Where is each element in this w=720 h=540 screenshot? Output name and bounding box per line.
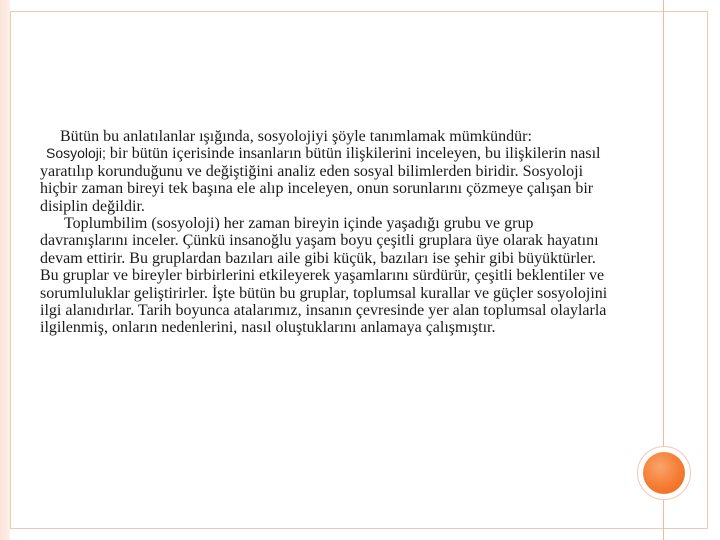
slide-body-text [40, 128, 615, 337]
left-decorative-band [0, 0, 10, 540]
definition-term: Sosyoloji; [46, 145, 106, 162]
paragraph-group-study: Toplumbilim (sosyoloji) her zaman bireyin içinde yaşadığı grubu ve grup davranışlarını inceler. Çünkü insanoğlu yaşam boyu çeşitli gruplara üye olarak hayatını devam ettirir. Bu gruplardan bazıları aile gibi küçük, bazıları ise şehir gibi büyüktürler. Bu gruplar ve bireyler birbirlerini etkileyerek yaşamlarını sürdürür, çeşitli beklentiler ve sorumluluklar geliştirirler. İşte bütün bu gruplar, toplumsal kurallar ve güçler sosyolojini ilgi alanıdırlar. Tarih boyunca atalarımız, insanın çevresinde yer alan toplumsal olaylarla ilgilenmiş, onların nedenlerini, nasıl oluştuklarını anlamaya çalışmıştır. [40, 215, 608, 337]
paragraph-intro: Bütün bu anlatılanlar ışığında, sosyolojiyi şöyle tanımlamak mümkündür: [60, 128, 532, 145]
definition-text: bir bütün içerisinde insanların bütün ilişkilerini inceleyen, bu ilişkilerin nasıl yaratılıp korunduğunu ve değiştiğini analiz eden sosyal bilimlerden biridir. Sosyoloji hiçbir zaman bireyi tek başına ele alıp inceleyen, onun sorunlarını çözmeye çalışan bir disiplin değildir. [40, 145, 601, 215]
paragraph-definition [40, 145, 615, 215]
orange-orb-decoration [643, 452, 685, 494]
